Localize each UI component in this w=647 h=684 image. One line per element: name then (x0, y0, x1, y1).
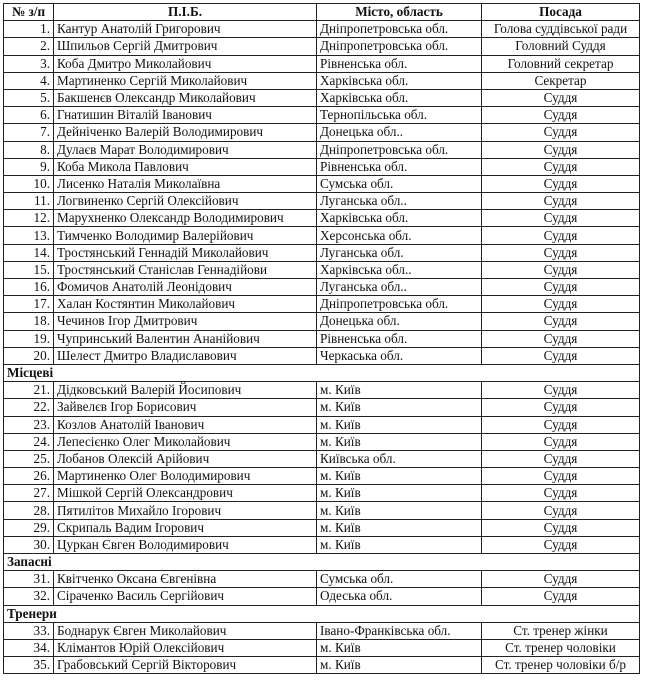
position: Суддя (482, 433, 640, 450)
city-region: Харківська обл. (317, 89, 482, 106)
row-number: 17. (4, 296, 54, 313)
table-row (4, 38, 640, 55)
position: Суддя (482, 502, 640, 519)
table-row (4, 382, 640, 399)
person-name: Мішкой Сергій Олександрович (54, 485, 317, 502)
city-region: Київська обл. (317, 450, 482, 467)
city-region: Харківська обл.. (317, 261, 482, 278)
section-title: Запасні (4, 554, 640, 571)
position: Головний Суддя (482, 38, 640, 55)
person-name: Грабовський Сергій Вікторович (54, 657, 317, 674)
position: Суддя (482, 450, 640, 467)
table-row (4, 485, 640, 502)
table-row (4, 313, 640, 330)
person-name: Тростянський Станіслав Геннадійови (54, 261, 317, 278)
table-row (4, 89, 640, 106)
row-number: 5. (4, 89, 54, 106)
row-number: 11. (4, 193, 54, 210)
table-row (4, 450, 640, 467)
city-region: Луганська обл.. (317, 193, 482, 210)
position: Суддя (482, 124, 640, 141)
person-name: Цуркан Євген Володимирович (54, 536, 317, 553)
position: Суддя (482, 107, 640, 124)
city-region: Сумська обл. (317, 571, 482, 588)
row-number: 26. (4, 468, 54, 485)
position: Суддя (482, 158, 640, 175)
row-number: 32. (4, 588, 54, 605)
table-row (4, 244, 640, 261)
person-name: Тростянський Геннадій Миколайович (54, 244, 317, 261)
position: Суддя (482, 468, 640, 485)
table-row (4, 502, 640, 519)
table-row (4, 571, 640, 588)
header-number: № з/п (4, 4, 54, 21)
row-number: 33. (4, 622, 54, 639)
city-region: Донецька обл. (317, 313, 482, 330)
person-name: Квітченко Оксана Євгенівна (54, 571, 317, 588)
city-region: Харківська обл. (317, 210, 482, 227)
person-name: Сіраченко Василь Сергійович (54, 588, 317, 605)
table-row (4, 296, 640, 313)
city-region: Дніпропетровська обл. (317, 141, 482, 158)
position: Суддя (482, 399, 640, 416)
table-row (4, 124, 640, 141)
person-name: Чечинов Ігор Дмитрович (54, 313, 317, 330)
position: Голова суддівської ради (482, 21, 640, 38)
person-name: Коба Дмитро Миколайович (54, 55, 317, 72)
city-region: м. Київ (317, 433, 482, 450)
person-name: Халан Костянтин Миколайович (54, 296, 317, 313)
position: Суддя (482, 227, 640, 244)
row-number: 29. (4, 519, 54, 536)
city-region: м. Київ (317, 468, 482, 485)
city-region: м. Київ (317, 399, 482, 416)
city-region: м. Київ (317, 639, 482, 656)
person-name: Бакшенєв Олександр Миколайович (54, 89, 317, 106)
person-name: Козлов Анатолій Іванович (54, 416, 317, 433)
table-row (4, 141, 640, 158)
table-row (4, 210, 640, 227)
position: Суддя (482, 571, 640, 588)
position: Суддя (482, 313, 640, 330)
row-number: 7. (4, 124, 54, 141)
row-number: 10. (4, 175, 54, 192)
table-row (4, 639, 640, 656)
city-region: Луганська обл.. (317, 279, 482, 296)
person-name: Зайвелєв Ігор Борисович (54, 399, 317, 416)
table-row (4, 468, 640, 485)
row-number: 35. (4, 657, 54, 674)
city-region: Черкаська обл. (317, 347, 482, 364)
row-number: 2. (4, 38, 54, 55)
table-row (4, 433, 640, 450)
person-name: Логвиненко Сергій Олексійович (54, 193, 317, 210)
table-row (4, 175, 640, 192)
table-row (4, 279, 640, 296)
row-number: 24. (4, 433, 54, 450)
city-region: Сумська обл. (317, 175, 482, 192)
table-row (4, 72, 640, 89)
header-position: Посада (482, 4, 640, 21)
city-region: м. Київ (317, 485, 482, 502)
table-row (4, 21, 640, 38)
city-region: Івано-Франківська обл. (317, 622, 482, 639)
table-row (4, 622, 640, 639)
position: Суддя (482, 536, 640, 553)
city-region: м. Київ (317, 502, 482, 519)
city-region: Рівненська обл. (317, 55, 482, 72)
city-region: м. Київ (317, 519, 482, 536)
position: Суддя (482, 588, 640, 605)
position: Суддя (482, 261, 640, 278)
row-number: 27. (4, 485, 54, 502)
referee-roster-table (3, 3, 640, 674)
person-name: Мартиненко Олег Володимирович (54, 468, 317, 485)
person-name: Дейніченко Валерій Володимирович (54, 124, 317, 141)
person-name: Фомичов Анатолій Леонідович (54, 279, 317, 296)
row-number: 14. (4, 244, 54, 261)
table-row (4, 657, 640, 674)
table-row (4, 536, 640, 553)
row-number: 23. (4, 416, 54, 433)
position: Суддя (482, 416, 640, 433)
table-row (4, 158, 640, 175)
person-name: Кантур Анатолій Григорович (54, 21, 317, 38)
table-row (4, 399, 640, 416)
table-row (4, 330, 640, 347)
city-region: Херсонська обл. (317, 227, 482, 244)
row-number: 21. (4, 382, 54, 399)
person-name: Пятилітов Михайло Ігорович (54, 502, 317, 519)
position: Суддя (482, 347, 640, 364)
city-region: м. Київ (317, 416, 482, 433)
person-name: Боднарук Євген Миколайович (54, 622, 317, 639)
header-city-region: Місто, область (317, 4, 482, 21)
position: Суддя (482, 175, 640, 192)
section-row (4, 554, 640, 571)
row-number: 6. (4, 107, 54, 124)
table-row (4, 347, 640, 364)
city-region: Донецька обл.. (317, 124, 482, 141)
row-number: 19. (4, 330, 54, 347)
header-full-name: П.І.Б. (54, 4, 317, 21)
row-number: 28. (4, 502, 54, 519)
section-title: Тренери (4, 605, 640, 622)
section-title: Місцеві (4, 364, 640, 381)
person-name: Лепесієнко Олег Миколайович (54, 433, 317, 450)
position: Секретар (482, 72, 640, 89)
table-row (4, 261, 640, 278)
table-row (4, 519, 640, 536)
table-body (4, 21, 640, 674)
position: Суддя (482, 210, 640, 227)
table-header-row (4, 4, 640, 21)
row-number: 8. (4, 141, 54, 158)
position: Ст. тренер чоловіки (482, 639, 640, 656)
position: Суддя (482, 382, 640, 399)
person-name: Лисенко Наталія Миколаївна (54, 175, 317, 192)
person-name: Тимченко Володимир Валерійович (54, 227, 317, 244)
section-row (4, 364, 640, 381)
table-row (4, 588, 640, 605)
city-region: м. Київ (317, 382, 482, 399)
person-name: Шпильов Сергій Дмитрович (54, 38, 317, 55)
position: Суддя (482, 296, 640, 313)
city-region: Харківська обл. (317, 72, 482, 89)
row-number: 30. (4, 536, 54, 553)
person-name: Мартиненко Сергій Миколайович (54, 72, 317, 89)
row-number: 18. (4, 313, 54, 330)
person-name: Скрипаль Вадим Ігорович (54, 519, 317, 536)
position: Ст. тренер чоловіки б/р (482, 657, 640, 674)
city-region: м. Київ (317, 657, 482, 674)
row-number: 34. (4, 639, 54, 656)
position: Суддя (482, 519, 640, 536)
city-region: Луганська обл. (317, 244, 482, 261)
position: Суддя (482, 244, 640, 261)
table-row (4, 107, 640, 124)
city-region: Одеська обл. (317, 588, 482, 605)
position: Суддя (482, 330, 640, 347)
person-name: Лобанов Олексій Арійович (54, 450, 317, 467)
row-number: 16. (4, 279, 54, 296)
table-row (4, 193, 640, 210)
table-row (4, 55, 640, 72)
person-name: Клімантов Юрій Олексійович (54, 639, 317, 656)
position: Суддя (482, 141, 640, 158)
position: Суддя (482, 193, 640, 210)
city-region: Тернопільська обл. (317, 107, 482, 124)
row-number: 15. (4, 261, 54, 278)
person-name: Коба Микола Павлович (54, 158, 317, 175)
section-row (4, 605, 640, 622)
position: Суддя (482, 485, 640, 502)
row-number: 20. (4, 347, 54, 364)
position: Суддя (482, 279, 640, 296)
row-number: 1. (4, 21, 54, 38)
row-number: 22. (4, 399, 54, 416)
person-name: Чупринський Валентин Ананійович (54, 330, 317, 347)
table-row (4, 227, 640, 244)
person-name: Гнатишин Віталій Іванович (54, 107, 317, 124)
city-region: Рівненська обл. (317, 330, 482, 347)
city-region: Дніпропетровська обл. (317, 38, 482, 55)
city-region: Дніпропетровська обл. (317, 296, 482, 313)
person-name: Марухненко Олександр Володимирович (54, 210, 317, 227)
position: Головний секретар (482, 55, 640, 72)
city-region: Дніпропетровська обл. (317, 21, 482, 38)
person-name: Дулаєв Марат Володимирович (54, 141, 317, 158)
position: Суддя (482, 89, 640, 106)
position: Ст. тренер жінки (482, 622, 640, 639)
person-name: Дідковський Валерій Йосипович (54, 382, 317, 399)
city-region: м. Київ (317, 536, 482, 553)
row-number: 4. (4, 72, 54, 89)
row-number: 25. (4, 450, 54, 467)
city-region: Рівненська обл. (317, 158, 482, 175)
person-name: Шелест Дмитро Владиславович (54, 347, 317, 364)
row-number: 9. (4, 158, 54, 175)
row-number: 13. (4, 227, 54, 244)
row-number: 3. (4, 55, 54, 72)
row-number: 12. (4, 210, 54, 227)
row-number: 31. (4, 571, 54, 588)
table-row (4, 416, 640, 433)
